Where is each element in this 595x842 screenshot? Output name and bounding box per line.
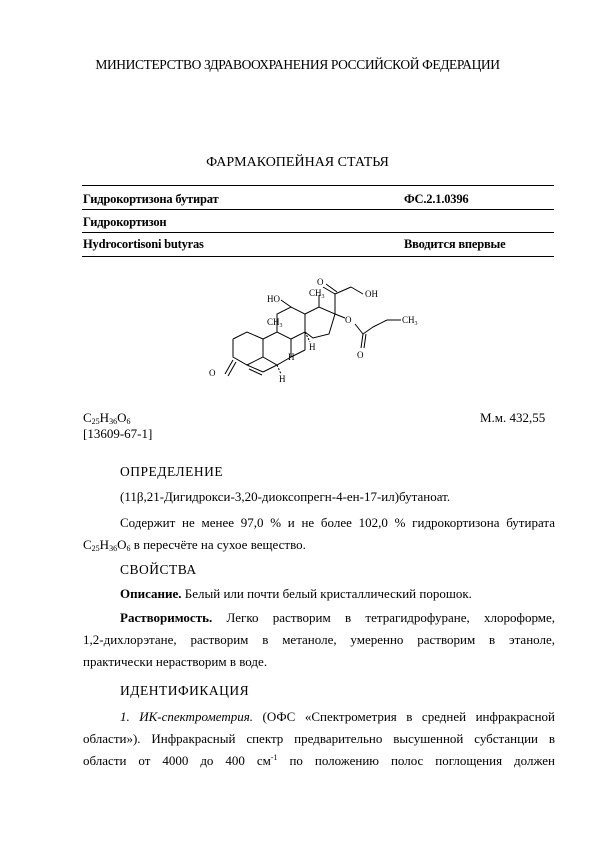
ir-label: 1. ИК-спектрометрия.	[120, 709, 254, 724]
monograph-name-lat: Hydrocortisoni butyras	[83, 237, 204, 251]
monograph-synonym: Гидрокортизон	[83, 215, 167, 229]
hydroxyl-11-label: HO	[267, 294, 280, 304]
description-label: Описание.	[120, 586, 182, 601]
chemical-name: (11β,21-Дигидрокси-3,20-диоксопрегн-4-ен-17-ил)бутаноат.	[120, 489, 451, 504]
h-8-label: H	[288, 352, 295, 362]
ketone-oxygen-label: O	[209, 368, 216, 378]
cas-number: [13609-67-1]	[83, 426, 153, 441]
methyl-butyrate-label: $CH_3$	[402, 315, 418, 327]
hydroxyl-21-label: OH	[365, 289, 378, 299]
monograph-code: ФС.2.1.0396	[404, 192, 469, 206]
monograph-name-ru: Гидрокортизона бутират	[83, 192, 219, 206]
section-properties: СВОЙСТВА	[120, 562, 197, 577]
molecular-formula: $C_{25}H_{36}O_6$	[83, 410, 131, 426]
molecular-weight: М.м. 432,55	[480, 410, 546, 425]
section-identification: ИДЕНТИФИКАЦИЯ	[120, 683, 250, 698]
carbonyl-oxygen-label: O	[357, 350, 364, 360]
divider-line	[82, 256, 554, 257]
methyl-19-label: $CH_3$	[267, 317, 283, 329]
structural-formula	[195, 272, 445, 397]
article-title: ФАРМАКОПЕЙНАЯ СТАТЬЯ	[206, 155, 389, 170]
description-paragraph: Описание. Белый или почти белый кристаллический порошок.	[120, 586, 472, 601]
solubility-label: Растворимость.	[120, 610, 213, 625]
ministry-header: МИНИСТЕРСТВО ЗДРАВООХРАНЕНИЯ РОССИЙСКОЙ ФЕДЕРАЦИИ	[95, 57, 500, 72]
ir-paragraph: 1. ИК-спектрометрия. (ОФС «Спектрометрия в средней инфракрасной области»). Инфракрасный спектр предварительно высушенной субстанции в области от 4000 до 400 $см^{-1}$ по положению полос поглощения должен	[83, 709, 555, 768]
solubility-paragraph: Растворимость. Легко растворим в тетрагидрофуране, хлороформе, 1,2-дихлорэтане, растворим в метаноле, умеренно растворим в этаноле, практически нерастворим в воде.	[83, 610, 555, 669]
h-14-label: H	[309, 342, 316, 352]
monograph-status: Вводится впервые	[404, 237, 506, 251]
divider-line	[82, 185, 554, 186]
divider-line	[82, 209, 554, 210]
ester-oxygen-label: O	[345, 315, 352, 325]
content-paragraph: Содержит не менее 97,0 % и не более 102,0 % гидрокортизона бутирата $C_{25}H_{36}O_6$ в пересчёте на сухое вещество.	[83, 515, 555, 553]
divider-line	[82, 232, 554, 233]
methyl-18-label: $CH_3$	[309, 288, 325, 300]
oxo-20-label: O	[317, 277, 324, 287]
h-9-label: H	[279, 374, 286, 384]
section-definition: ОПРЕДЕЛЕНИЕ	[120, 464, 224, 479]
